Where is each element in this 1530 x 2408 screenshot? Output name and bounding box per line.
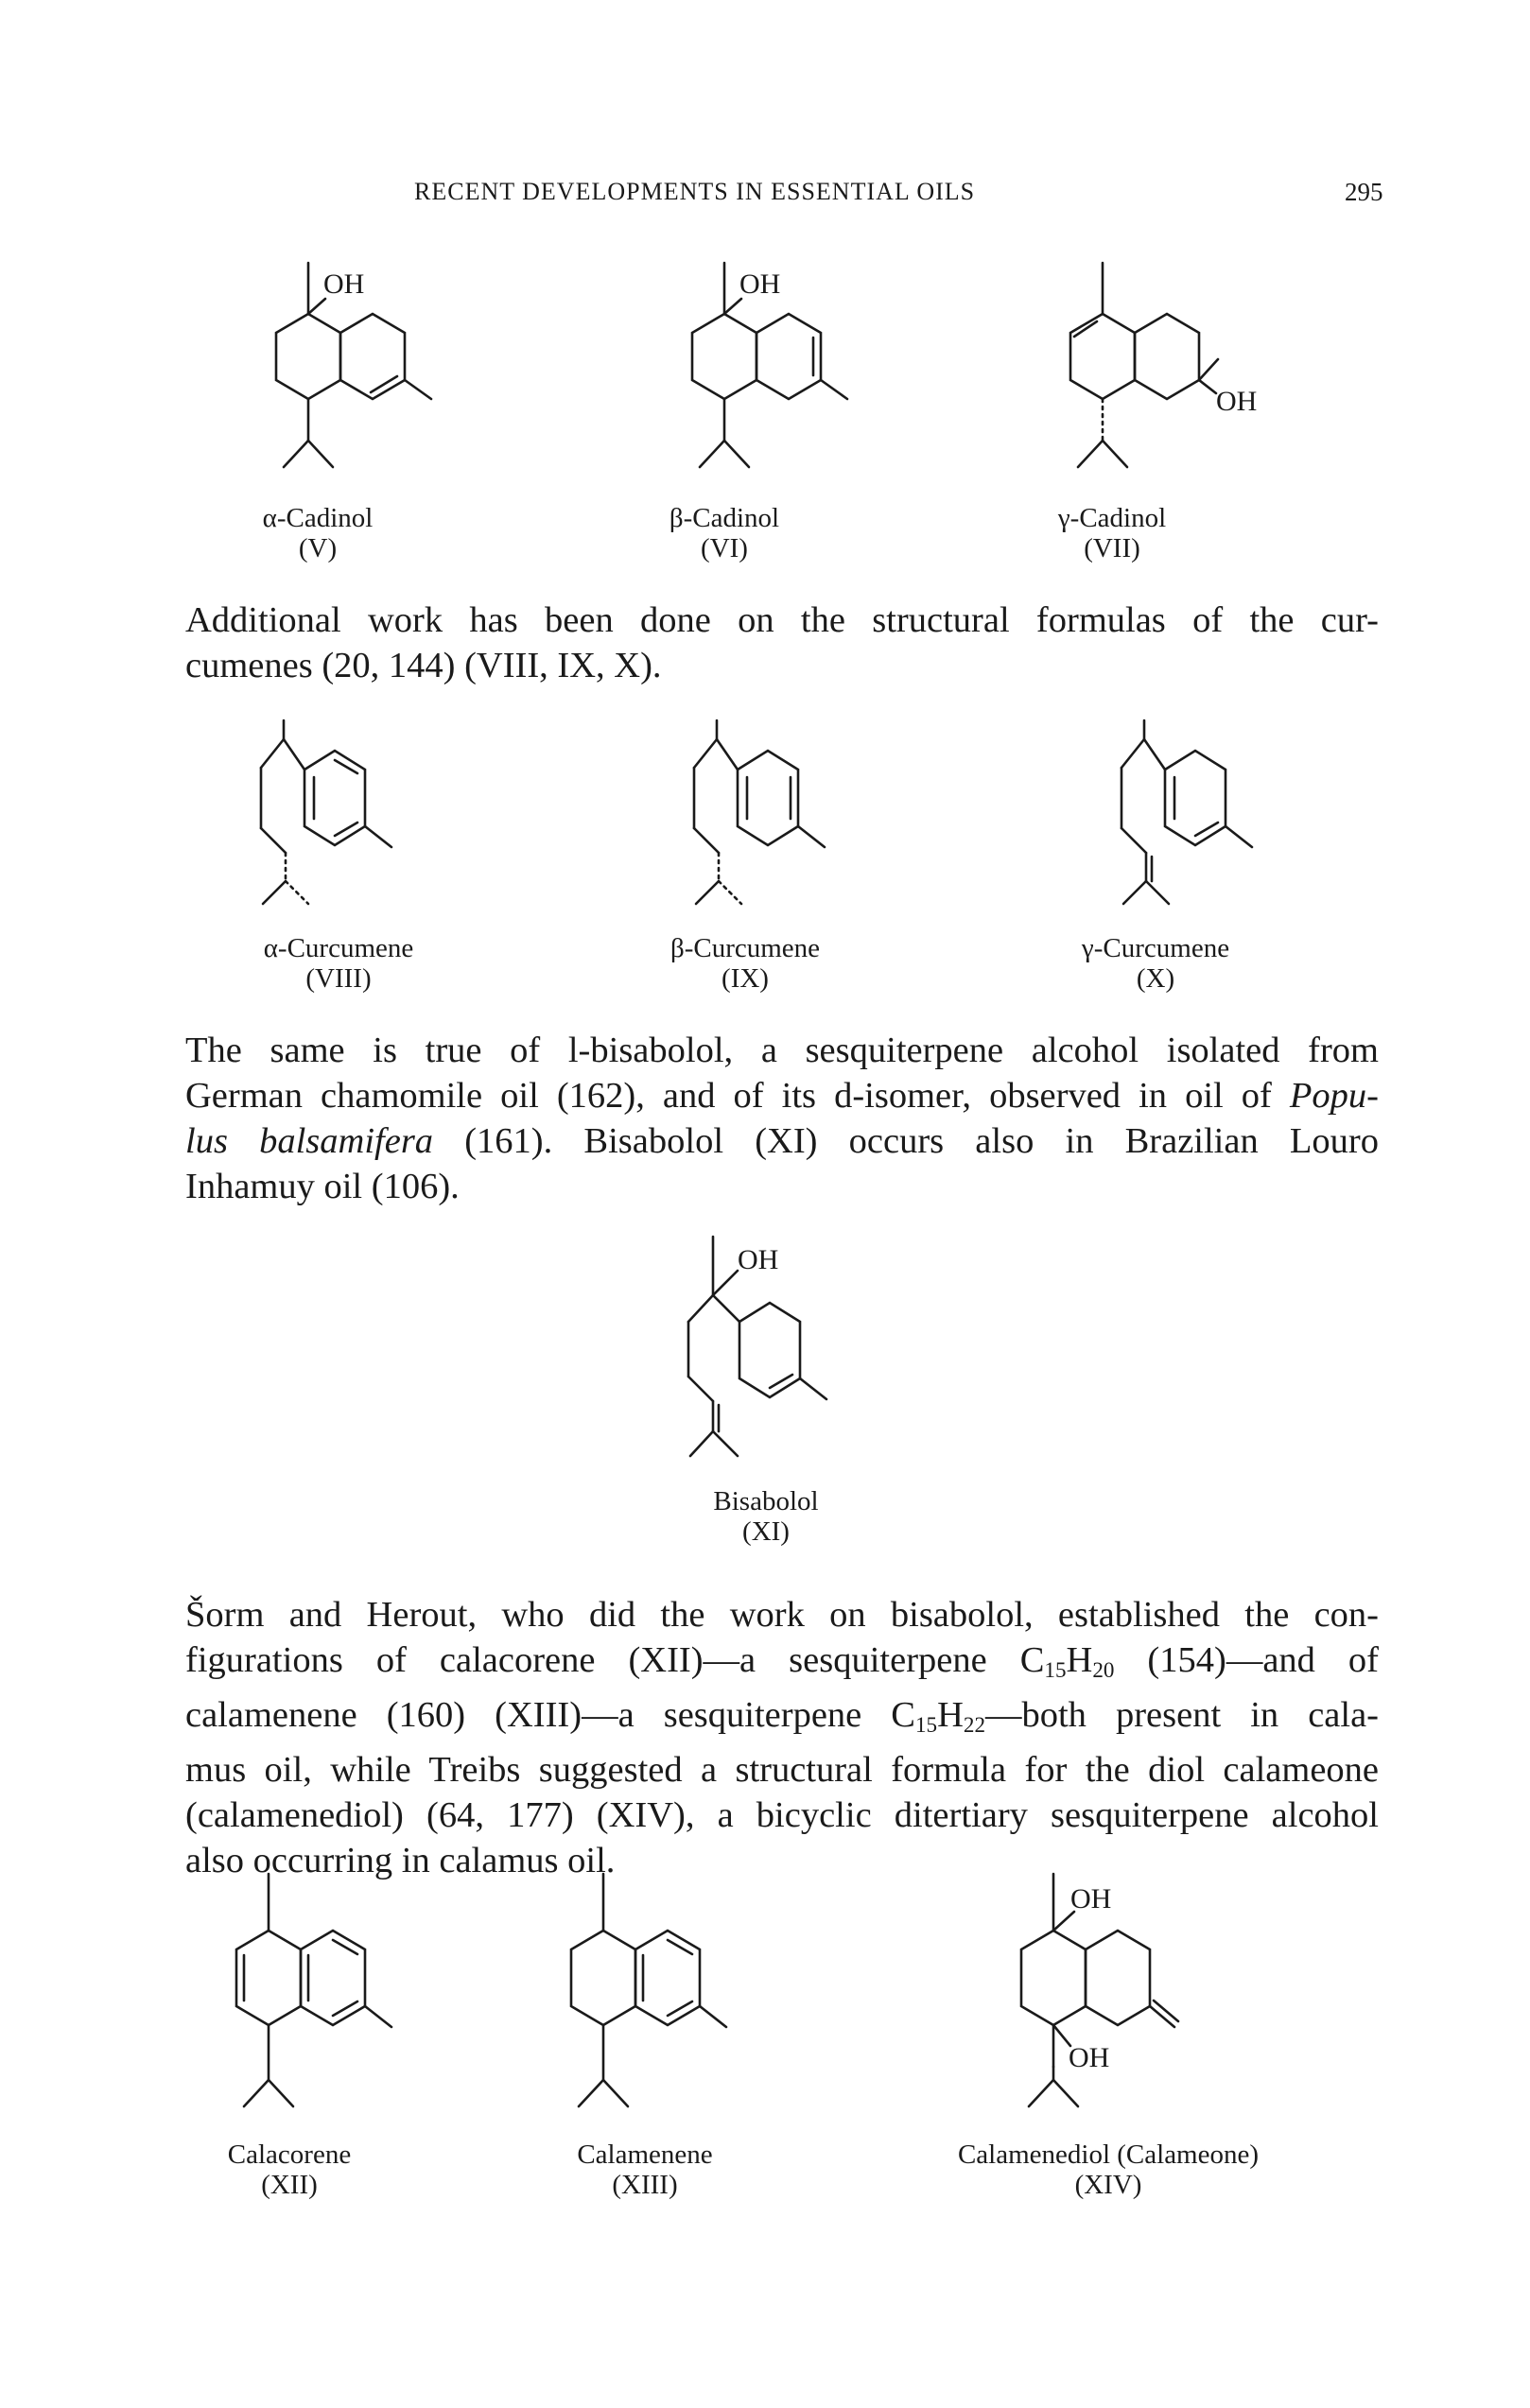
structure-name: β-Curcumene: [669, 933, 821, 963]
text-line: [185, 1692, 1379, 1747]
formula-subscript: 22: [963, 1711, 985, 1737]
oh-label-bottom: OH: [1069, 2042, 1110, 2073]
formula-subscript: 15: [1044, 1656, 1067, 1682]
caption-gamma-cadinol: [1008, 503, 1216, 563]
running-head: RECENT DEVELOPMENTS IN ESSENTIAL OILS: [414, 178, 976, 205]
text-line: [185, 1118, 1379, 1164]
text-run: calamenene (160) (XIII)—a sesquiterpene C: [185, 1694, 915, 1735]
text-run: German chamomile oil (162), and of its d-isomer, observed in oil of: [185, 1076, 1290, 1116]
paragraph-curcumenes: [185, 598, 1379, 688]
oh-label: OH: [1216, 386, 1258, 417]
structure-numeral: (VII): [1084, 533, 1140, 563]
oh-label-top: OH: [1070, 1883, 1112, 1914]
structure-numeral: (V): [298, 533, 338, 563]
text-line: Šorm and Herout, who did the work on bisabolol, established the con-: [185, 1595, 1379, 1635]
structure-calamenediol: [1010, 1868, 1218, 2142]
structure-numeral: (VI): [701, 533, 748, 563]
oh-label: OH: [738, 1244, 779, 1275]
caption-beta-cadinol: [620, 503, 828, 563]
structure-name: Calamenediol (Calameone): [957, 2139, 1260, 2170]
formula-element: H: [1066, 1640, 1093, 1680]
caption-beta-curcumene: [632, 933, 859, 994]
structure-bisabolol: [666, 1229, 874, 1494]
text-run: (154)—and of: [1114, 1640, 1379, 1680]
structure-numeral: (XII): [261, 2170, 318, 2200]
text-line: mus oil, while Treibs suggested a structural formula for the diol calameone: [185, 1749, 1379, 1790]
structure-alpha-curcumene: [255, 715, 444, 942]
structure-name: Calamenene: [577, 2139, 713, 2170]
structure-numeral: (XI): [742, 1516, 790, 1547]
structure-name: β-Cadinol: [669, 503, 780, 533]
caption-gamma-curcumene: [1042, 933, 1269, 994]
text-run: —both present in cala-: [984, 1694, 1379, 1735]
text-line: Inhamuy oil (106).: [185, 1167, 460, 1206]
caption-calamenene: [541, 2139, 749, 2200]
caption-calamenediol: [910, 2139, 1307, 2200]
structure-name: α-Curcumene: [263, 933, 414, 963]
formula-element: H: [937, 1694, 964, 1735]
caption-calacorene: [185, 2139, 393, 2200]
text-line: cumenes (20, 144) (VIII, IX, X).: [185, 646, 662, 685]
structure-numeral: (IX): [722, 963, 769, 994]
structure-name: Bisabolol: [713, 1486, 819, 1516]
text-line: [185, 1637, 1379, 1692]
structure-alpha-cadinol: [265, 255, 473, 511]
structure-numeral: (XIII): [612, 2170, 678, 2200]
structure-beta-cadinol: [681, 255, 889, 511]
paragraph-bisabolol: [185, 1028, 1379, 1209]
structure-calacorene: [225, 1868, 414, 2142]
structure-numeral: (XIV): [1074, 2170, 1142, 2200]
structure-gamma-curcumene: [1116, 715, 1305, 942]
structure-name: γ-Curcumene: [1081, 933, 1230, 963]
structure-name: Calacorene: [227, 2139, 352, 2170]
structure-gamma-cadinol: [1059, 255, 1286, 511]
text-line: (calamenediol) (64, 177) (XIV), a bicyclic ditertiary sesquiterpene alcohol: [185, 1794, 1379, 1835]
text-line: also occurring in calamus oil.: [185, 1840, 616, 1880]
text-run: figurations of calacorene (XII)—a sesquiterpene C: [185, 1640, 1045, 1680]
page-number: 295: [1345, 178, 1383, 206]
structure-name: γ-Cadinol: [1057, 503, 1167, 533]
formula-subscript: 15: [914, 1711, 938, 1737]
structure-numeral: (X): [1136, 963, 1175, 994]
caption-bisabolol: [662, 1486, 870, 1547]
caption-alpha-cadinol: [214, 503, 422, 563]
page-header: [0, 178, 1530, 216]
text-run-italic: lus balsamifera: [185, 1121, 434, 1161]
structure-calamenene: [560, 1868, 749, 2142]
caption-alpha-curcumene: [225, 933, 452, 994]
text-line: Additional work has been done on the structural formulas of the cur-: [185, 600, 1379, 640]
oh-label: OH: [739, 269, 781, 300]
text-line: [185, 1073, 1379, 1118]
structure-name: α-Cadinol: [262, 503, 374, 533]
text-run: (161). Bisabolol (XI) occurs also in Brazilian Louro: [433, 1121, 1379, 1161]
oh-label: OH: [323, 269, 365, 300]
structure-beta-curcumene: [688, 715, 878, 942]
text-line: The same is true of l-bisabolol, a sesquiterpene alcohol isolated from: [185, 1031, 1379, 1070]
structure-numeral: (VIII): [305, 963, 372, 994]
text-run-italic: Popu-: [1289, 1076, 1379, 1116]
formula-subscript: 20: [1092, 1656, 1115, 1682]
paragraph-calacorene: [185, 1592, 1379, 1883]
